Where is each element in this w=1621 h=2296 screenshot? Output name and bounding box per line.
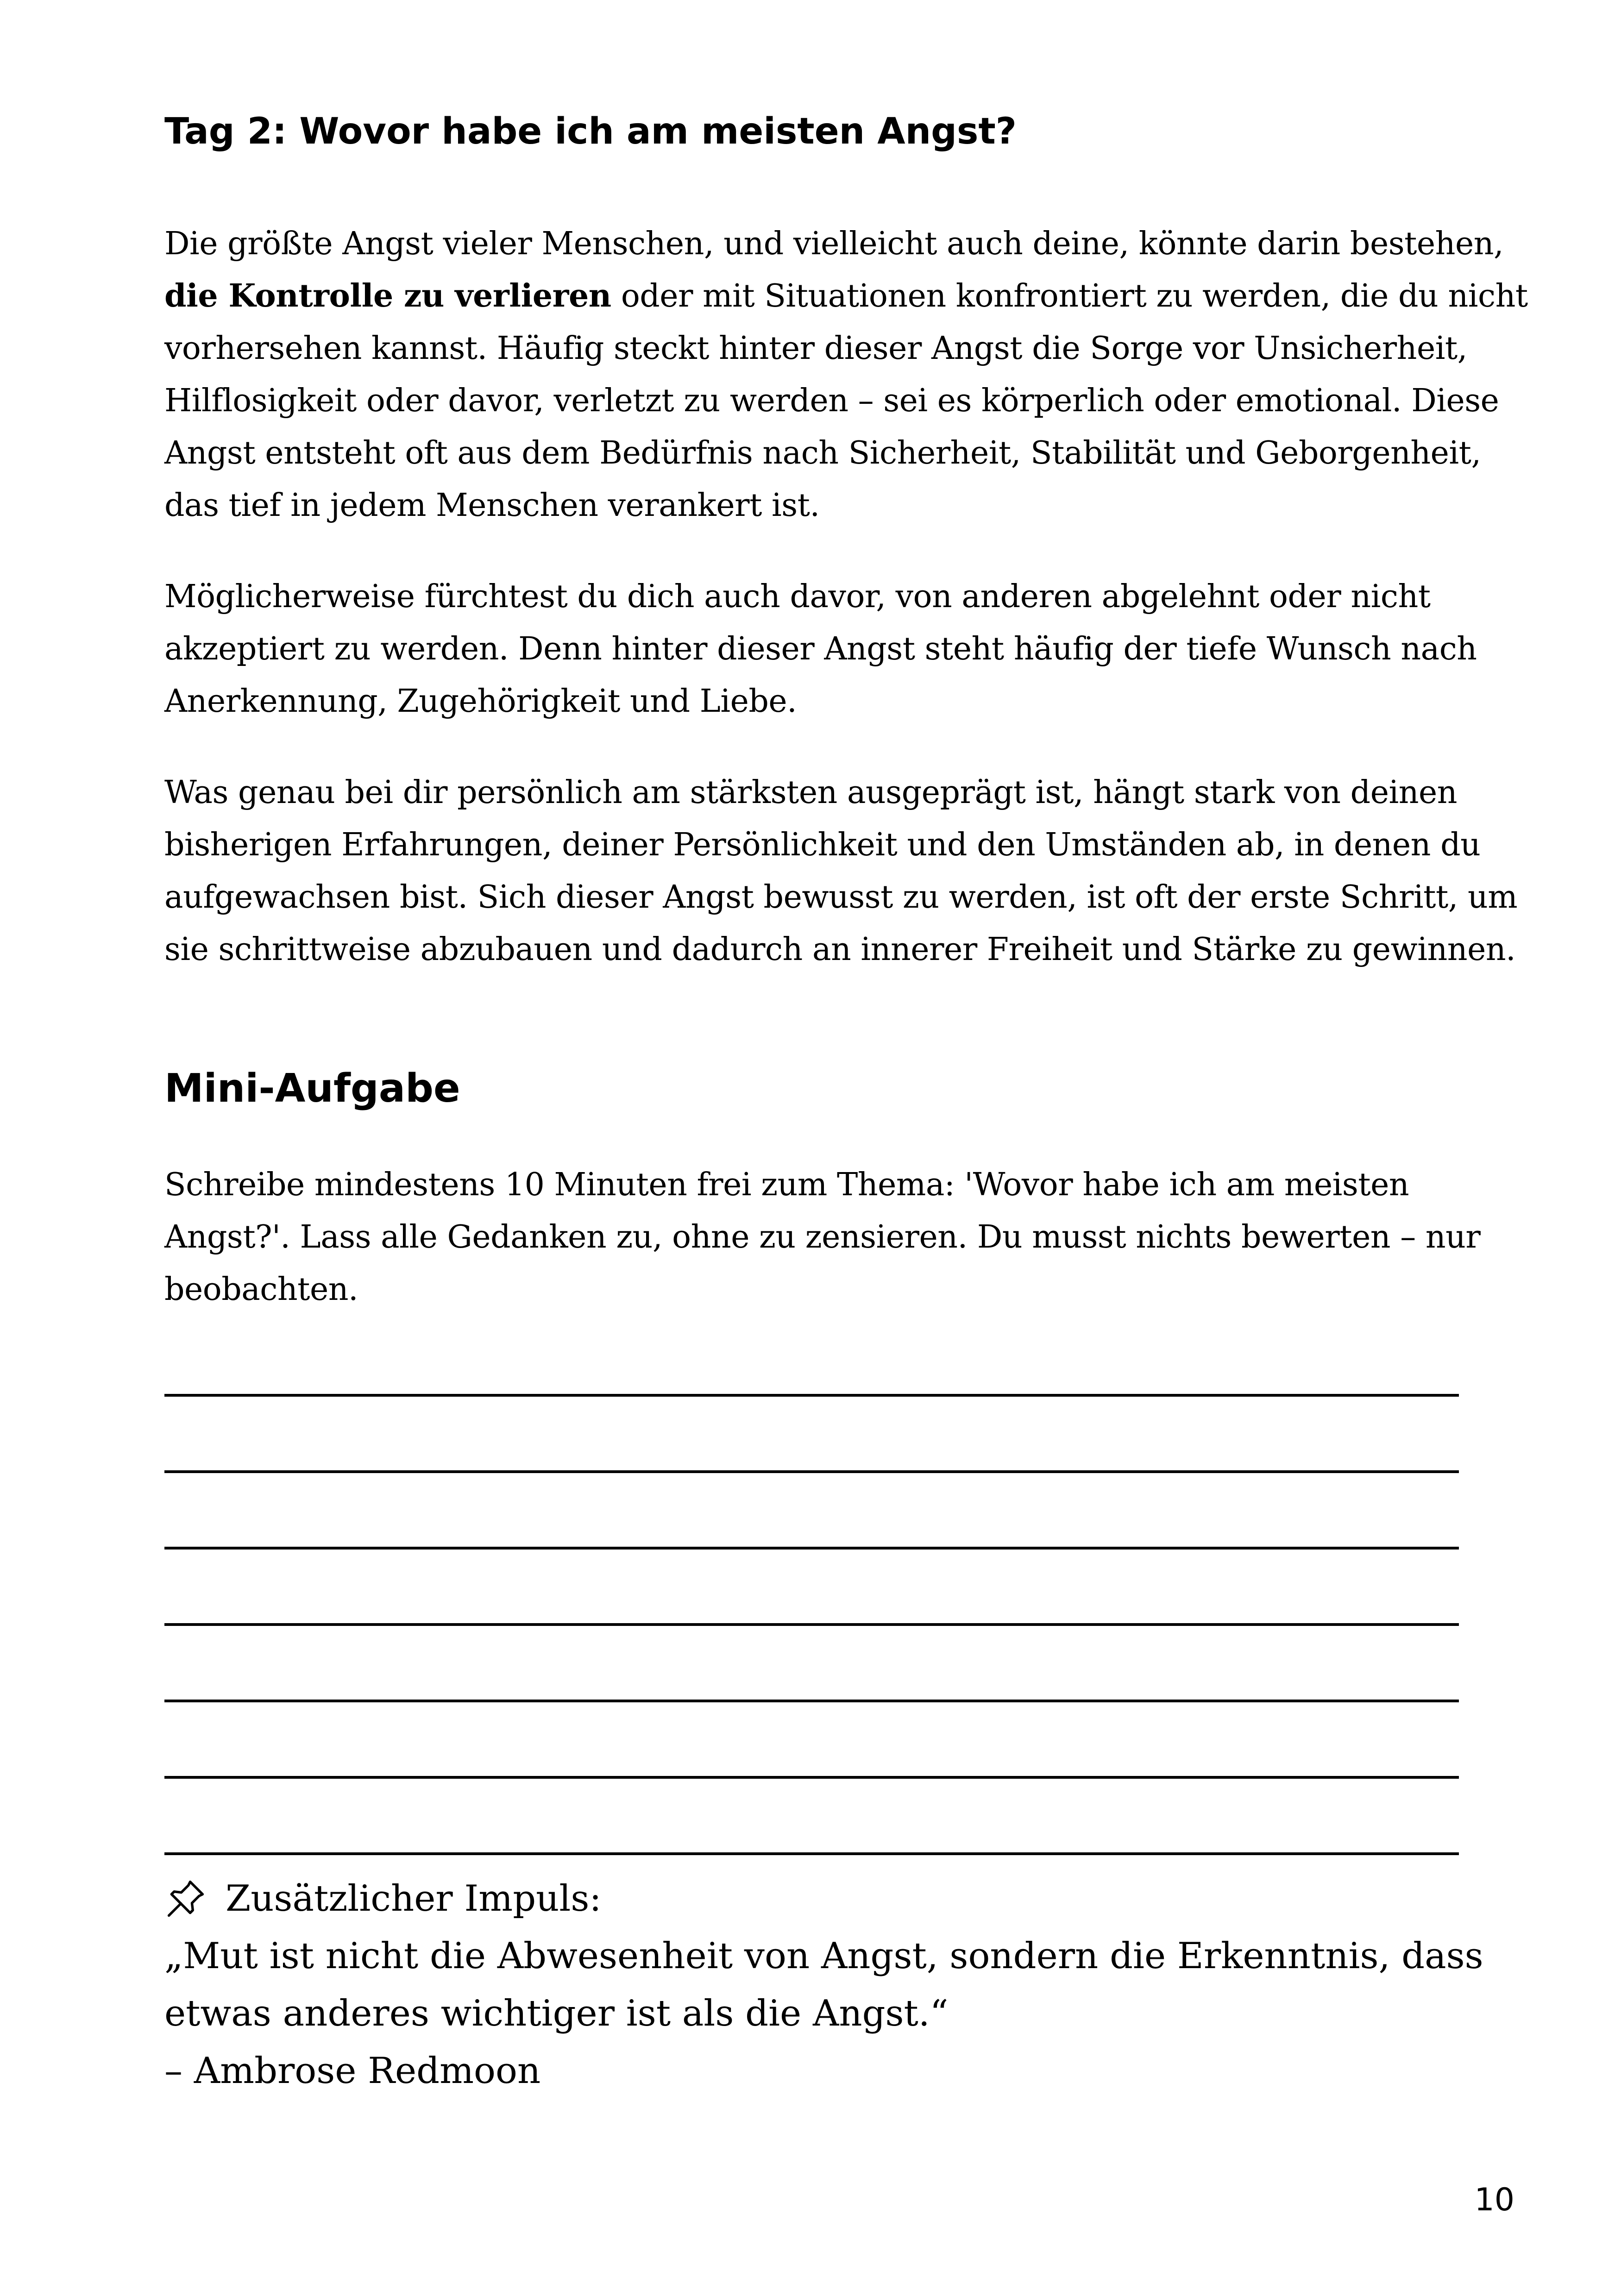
pushpin-icon	[164, 1877, 207, 1920]
writing-line[interactable]	[164, 1776, 1459, 1779]
quote-line: „Mut ist nicht die Abwesenheit von Angst, sondern die Erkenntnis, dass	[164, 1935, 1483, 1977]
impulse-header	[164, 1870, 1554, 1927]
emphasis-text: die Kontrolle zu verlieren	[164, 277, 611, 314]
paragraph-text: Die größte Angst vieler Menschen, und vielleicht auch deine, könnte darin bestehen,	[164, 226, 1504, 262]
impulse-label: Zusätzlicher Impuls:	[226, 1878, 602, 1920]
page-number: 10	[1474, 2182, 1514, 2218]
writing-line[interactable]	[164, 1623, 1459, 1626]
quote-author: – Ambrose Redmoon	[164, 2050, 541, 2092]
writing-line[interactable]	[164, 1547, 1459, 1549]
writing-line[interactable]	[164, 1700, 1459, 1702]
paragraph-rejection-fear: Möglicherweise fürchtest du dich auch davor, von anderen abgelehnt oder nicht akzeptiert zu werden. Denn hinter dieser Angst steht häufig der tiefe Wunsch nach Anerkennung, Zugehörigkeit und Liebe.	[164, 578, 1477, 720]
page-heading: Tag 2: Wovor habe ich am meisten Angst?	[164, 111, 1017, 152]
paragraph-text: oder mit Situationen konfrontiert zu werden, die du nicht vorhersehen kannst. Häufig steckt hinter dieser Angst die Sorge vor Unsicherheit, Hilflosigkeit oder davor, verletzt zu werden – sei es körperlich oder emotional. Diese Angst entsteht oft aus dem Bedürfnis nach Sicherheit, Stabilität und Geborgenheit, das tief in jedem Menschen verankert ist.	[164, 278, 1528, 524]
writing-line[interactable]	[164, 1394, 1459, 1397]
task-heading: Mini-Aufgabe	[164, 1066, 460, 1111]
quote-line: etwas anderes wichtiger ist als die Angst.“	[164, 1993, 949, 2034]
task-instructions: Schreibe mindestens 10 Minuten frei zum Thema: 'Wovor habe ich am meisten Angst?'. Lass alle Gedanken zu, ohne zu zensieren. Du musst nichts bewerten – nur beobachten.	[164, 1167, 1481, 1308]
paragraph-experiences: Was genau bei dir persönlich am stärksten ausgeprägt ist, hängt stark von deinen bisherigen Erfahrungen, deiner Persönlichkeit und den Umständen ab, in denen du aufgewachsen bist. Sich dieser Angst bewusst zu werden, ist oft der erste Schritt, um sie schrittweise abzubauen und dadurch an innerer Freiheit und Stärke zu gewinnen.	[164, 774, 1518, 968]
writing-line[interactable]	[164, 1852, 1459, 1855]
writing-line[interactable]	[164, 1470, 1459, 1473]
impulse-box	[164, 1870, 1554, 2100]
paragraph-control-fear	[164, 218, 1535, 532]
